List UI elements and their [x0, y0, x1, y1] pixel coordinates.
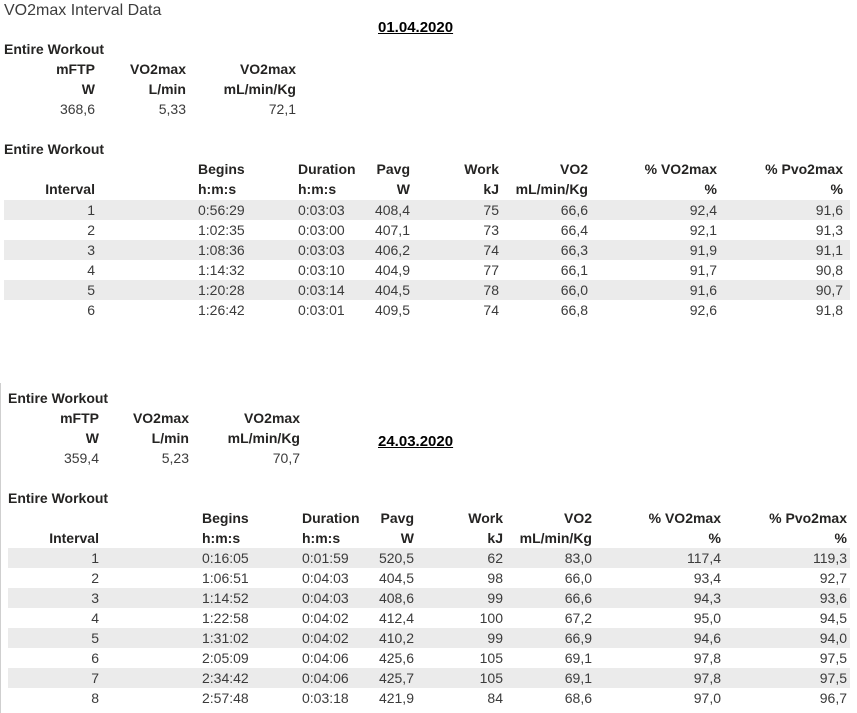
table-cell: 105 — [479, 670, 503, 686]
table-cell: 66,3 — [560, 242, 588, 258]
table-cell: 91,1 — [815, 242, 843, 258]
summary-col-header: VO2max — [239, 61, 296, 77]
table-cell: 92,4 — [689, 202, 717, 218]
table-cell: 97,5 — [819, 650, 847, 666]
table-cell: 75 — [483, 202, 499, 218]
table-cell: 1:02:35 — [198, 222, 245, 238]
table-cell: 3 — [87, 242, 95, 258]
table-row — [4, 300, 850, 320]
table-cell: 91,8 — [815, 302, 843, 318]
table-col-unit: Interval — [45, 181, 95, 197]
table-cell: 2:34:42 — [202, 670, 249, 686]
table-row — [8, 548, 850, 568]
table-col-unit: h:m:s — [198, 181, 237, 197]
table-cell: 0:04:03 — [302, 590, 349, 606]
section-date: 24.03.2020 — [378, 433, 454, 450]
table-cell: 407,1 — [374, 222, 410, 238]
table-cell: 98 — [487, 570, 503, 586]
table-cell: 2:57:48 — [202, 690, 249, 706]
table-cell: 66,4 — [560, 222, 588, 238]
table-cell: 0:03:00 — [298, 222, 345, 238]
table-row — [8, 608, 850, 628]
table-cell: 0:03:03 — [298, 242, 345, 258]
table-cell: 117,4 — [687, 550, 721, 566]
table-cell: 410,2 — [378, 630, 414, 646]
table-col-header: VO2 — [559, 161, 588, 177]
page-title: VO2max Interval Data — [4, 2, 162, 19]
table-cell: 83,0 — [564, 550, 592, 566]
table-cell: 62 — [487, 550, 503, 566]
table-cell: 408,6 — [378, 590, 414, 606]
table-cell: 66,8 — [560, 302, 588, 318]
table-cell: 1:31:02 — [202, 630, 249, 646]
table-cell: 94,3 — [693, 590, 721, 606]
table-cell: 66,9 — [564, 630, 592, 646]
table-cell: 2 — [91, 570, 99, 586]
table-col-header: Work — [464, 161, 499, 177]
table-cell: 95,0 — [693, 610, 721, 626]
table-cell: 1:26:42 — [198, 302, 245, 318]
table-cell: 404,9 — [374, 262, 410, 278]
table-cell: 66,6 — [560, 202, 588, 218]
table-col-header: % VO2max — [648, 510, 721, 526]
table-cell: 1:06:51 — [202, 570, 249, 586]
table-cell: 0:03:18 — [302, 690, 349, 706]
table-cell: 0:16:05 — [202, 550, 249, 566]
table-cell: 1:22:58 — [202, 610, 249, 626]
table-row — [4, 220, 850, 240]
table-col-unit: h:m:s — [202, 530, 241, 546]
table-cell: 408,4 — [374, 202, 410, 218]
summary-value: 5,23 — [161, 450, 189, 466]
table-col-unit: W — [400, 530, 414, 546]
table-row — [8, 588, 850, 608]
table-cell: 66,1 — [560, 262, 588, 278]
table-cell: 97,8 — [693, 670, 721, 686]
intervals-heading: Entire Workout — [4, 141, 105, 157]
table-cell: 92,7 — [819, 570, 847, 586]
summary-col-unit: mL/min/Kg — [227, 430, 300, 446]
table-cell: 92,1 — [689, 222, 717, 238]
table-row — [8, 688, 850, 708]
table-cell: 406,2 — [374, 242, 410, 258]
table-cell: 66,6 — [564, 590, 592, 606]
summary-col-header: mFTP — [56, 61, 95, 77]
section-date: 01.04.2020 — [378, 19, 454, 36]
table-cell: 0:03:14 — [298, 282, 345, 298]
table-col-header: Begins — [198, 161, 245, 177]
table-cell: 74 — [483, 242, 499, 258]
table-cell: 68,6 — [564, 690, 592, 706]
summary-heading: Entire Workout — [8, 390, 109, 406]
table-cell: 84 — [487, 690, 503, 706]
summary-value: 5,33 — [158, 101, 186, 117]
table-row — [4, 280, 850, 300]
table-row — [4, 200, 850, 220]
table-cell: 425,7 — [378, 670, 414, 686]
table-cell: 1:14:52 — [202, 590, 249, 606]
table-cell: 96,7 — [819, 690, 847, 706]
table-cell: 0:04:06 — [302, 670, 349, 686]
summary-col-header: VO2max — [132, 410, 189, 426]
table-cell: 93,6 — [819, 590, 847, 606]
table-col-header: Duration — [298, 161, 356, 177]
table-cell: 2:05:09 — [202, 650, 249, 666]
table-cell: 7 — [91, 670, 99, 686]
table-cell: 409,5 — [374, 302, 410, 318]
table-cell: 0:03:01 — [298, 302, 345, 318]
table-cell: 66,0 — [564, 570, 592, 586]
summary-col-header: mFTP — [60, 410, 99, 426]
table-cell: 412,4 — [378, 610, 414, 626]
table-col-unit: % — [708, 530, 721, 546]
table-cell: 77 — [483, 262, 499, 278]
table-col-header: Duration — [302, 510, 360, 526]
summary-value: 72,1 — [268, 101, 296, 117]
table-col-unit: % — [704, 181, 717, 197]
table-cell: 2 — [87, 222, 95, 238]
table-cell: 66,0 — [560, 282, 588, 298]
table-cell: 425,6 — [378, 650, 414, 666]
summary-col-header: VO2max — [129, 61, 186, 77]
table-cell: 0:04:02 — [302, 610, 349, 626]
table-cell: 0:03:03 — [298, 202, 345, 218]
table-row — [8, 628, 850, 648]
table-cell: 67,2 — [564, 610, 592, 626]
table-cell: 0:01:59 — [302, 550, 349, 566]
table-col-unit: kJ — [483, 181, 499, 197]
table-col-header: Begins — [202, 510, 249, 526]
table-col-unit: W — [396, 181, 410, 197]
table-cell: 404,5 — [374, 282, 410, 298]
table-cell: 0:56:29 — [198, 202, 245, 218]
table-col-unit: mL/min/Kg — [519, 530, 592, 546]
summary-value: 359,4 — [63, 450, 99, 466]
table-row — [4, 260, 850, 280]
summary-col-unit: W — [85, 430, 99, 446]
table-cell: 6 — [91, 650, 99, 666]
table-col-unit: kJ — [487, 530, 503, 546]
table-cell: 97,8 — [693, 650, 721, 666]
table-row — [4, 240, 850, 260]
table-cell: 4 — [87, 262, 95, 278]
table-cell: 74 — [483, 302, 499, 318]
table-col-header: % Pvo2max — [769, 510, 847, 526]
table-col-header: Pavg — [376, 161, 410, 177]
table-col-header: Pavg — [380, 510, 414, 526]
table-cell: 99 — [487, 590, 503, 606]
table-col-unit: % — [830, 181, 843, 197]
table-cell: 0:04:03 — [302, 570, 349, 586]
table-cell: 91,3 — [815, 222, 843, 238]
table-cell: 8 — [91, 690, 99, 706]
table-cell: 90,8 — [815, 262, 843, 278]
table-cell: 404,5 — [378, 570, 414, 586]
summary-col-unit: W — [81, 81, 95, 97]
summary-value: 70,7 — [272, 450, 300, 466]
table-cell: 421,9 — [378, 690, 414, 706]
table-cell: 6 — [87, 302, 95, 318]
table-cell: 94,0 — [819, 630, 847, 646]
table-col-unit: h:m:s — [302, 530, 341, 546]
table-col-header: Work — [468, 510, 503, 526]
table-col-unit: mL/min/Kg — [515, 181, 588, 197]
table-cell: 91,7 — [689, 262, 717, 278]
table-cell: 100 — [479, 610, 503, 626]
table-cell: 97,5 — [819, 670, 847, 686]
table-cell: 1:08:36 — [198, 242, 245, 258]
table-cell: 97,0 — [693, 690, 721, 706]
table-col-unit: % — [834, 530, 847, 546]
table-cell: 0:03:10 — [298, 262, 345, 278]
summary-col-unit: L/min — [151, 430, 189, 446]
table-row — [8, 668, 850, 688]
table-cell: 92,6 — [689, 302, 717, 318]
table-cell: 5 — [87, 282, 95, 298]
table-cell: 3 — [91, 590, 99, 606]
table-col-header: % Pvo2max — [765, 161, 843, 177]
summary-value: 368,6 — [59, 101, 95, 117]
table-col-unit: Interval — [49, 530, 99, 546]
table-cell: 69,1 — [564, 650, 592, 666]
table-cell: 1:20:28 — [198, 282, 245, 298]
table-cell: 90,7 — [815, 282, 843, 298]
table-cell: 0:04:02 — [302, 630, 349, 646]
table-cell: 1 — [87, 202, 95, 218]
table-row — [8, 568, 850, 588]
intervals-heading: Entire Workout — [8, 490, 109, 506]
table-cell: 91,9 — [689, 242, 717, 258]
table-cell: 91,6 — [689, 282, 717, 298]
table-cell: 119,3 — [813, 550, 847, 566]
summary-col-header: VO2max — [243, 410, 300, 426]
table-cell: 520,5 — [378, 550, 414, 566]
summary-col-unit: L/min — [148, 81, 186, 97]
table-cell: 0:04:06 — [302, 650, 349, 666]
table-cell: 94,6 — [693, 630, 721, 646]
table-col-header: VO2 — [563, 510, 592, 526]
table-cell: 94,5 — [819, 610, 847, 626]
table-cell: 78 — [483, 282, 499, 298]
table-cell: 93,4 — [693, 570, 721, 586]
table-col-unit: h:m:s — [298, 181, 337, 197]
table-col-header: % VO2max — [644, 161, 717, 177]
table-cell: 4 — [91, 610, 99, 626]
table-cell: 105 — [479, 650, 503, 666]
table-cell: 1:14:32 — [198, 262, 245, 278]
table-cell: 1 — [91, 550, 99, 566]
table-cell: 91,6 — [815, 202, 843, 218]
table-cell: 73 — [483, 222, 499, 238]
summary-heading: Entire Workout — [4, 41, 105, 57]
table-cell: 69,1 — [564, 670, 592, 686]
table-cell: 5 — [91, 630, 99, 646]
table-cell: 99 — [487, 630, 503, 646]
summary-col-unit: mL/min/Kg — [223, 81, 296, 97]
table-row — [8, 648, 850, 668]
